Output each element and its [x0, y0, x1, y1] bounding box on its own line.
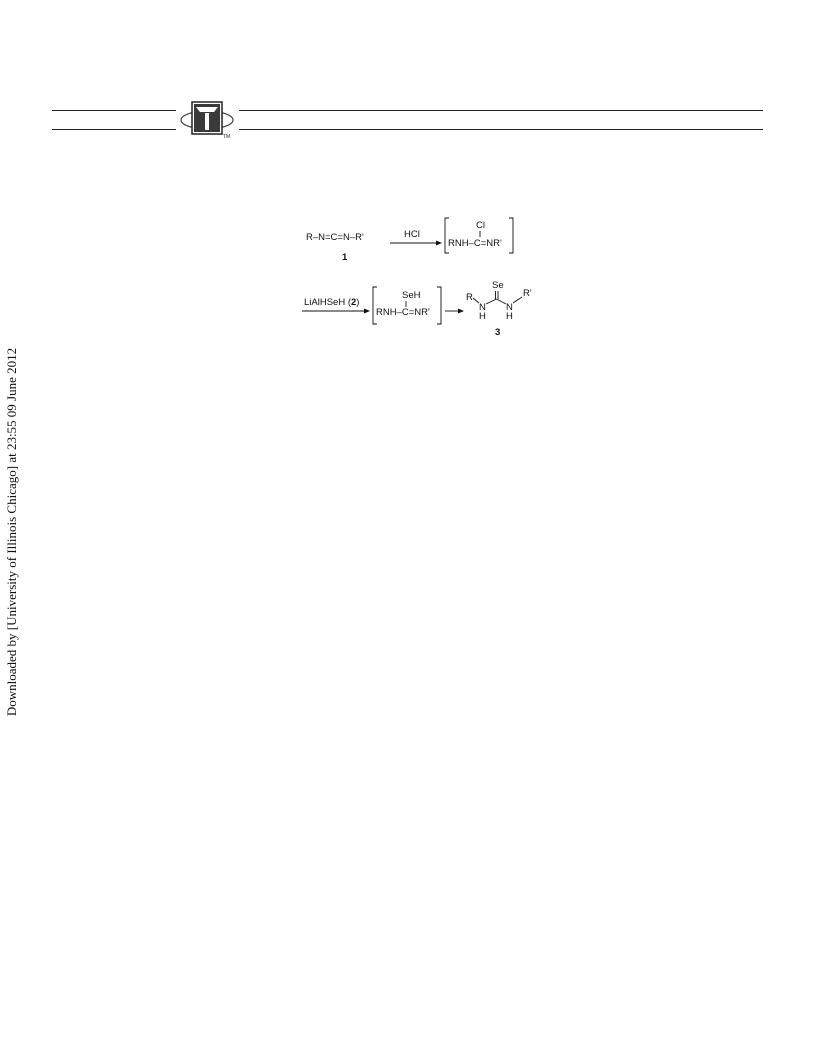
reaction-scheme — [290, 210, 550, 345]
r-prime-group: R' — [523, 288, 532, 299]
header-rule — [239, 110, 763, 111]
selenium-atom: Se — [492, 280, 504, 291]
substituent-cl: Cl — [476, 220, 485, 231]
download-notice: Downloaded by [University of Illinois Chicago] at 23:55 09 June 2012 — [4, 347, 19, 717]
selenourea-product — [466, 280, 532, 338]
bond-line — [513, 297, 522, 303]
carbodiimide-formula: R–N=C=N–R' — [306, 232, 364, 243]
bracket-right — [437, 287, 441, 324]
trademark-mark: TM — [223, 134, 231, 140]
nitrogen-atom: N — [479, 302, 486, 313]
reagent-lialhseh: LiAlHSeH (2) — [304, 297, 360, 308]
r-group: R — [466, 292, 473, 303]
compound-number-3: 3 — [495, 327, 501, 338]
hydrogen-atom: H — [506, 311, 513, 322]
arrowhead — [436, 241, 442, 246]
arrowhead — [458, 309, 464, 314]
bond-line — [497, 299, 507, 304]
bracket-right — [509, 218, 513, 253]
hydrogen-atom: H — [479, 311, 486, 322]
reagent-hcl: HCl — [404, 229, 420, 240]
chloro-intermediate: RNH–C=NR' — [448, 238, 502, 249]
selenol-intermediate: RNH–C=NR' — [376, 307, 430, 318]
arrowhead — [364, 309, 370, 314]
bracket-left — [373, 287, 377, 324]
publisher-logo-icon — [178, 100, 240, 142]
compound-number-1: 1 — [342, 252, 348, 263]
nitrogen-atom: N — [506, 302, 513, 313]
substituent-seh: SeH — [402, 290, 421, 301]
header-rule — [52, 129, 176, 130]
header-rule — [52, 110, 176, 111]
bond-line — [486, 299, 497, 304]
header-rule — [239, 129, 763, 130]
